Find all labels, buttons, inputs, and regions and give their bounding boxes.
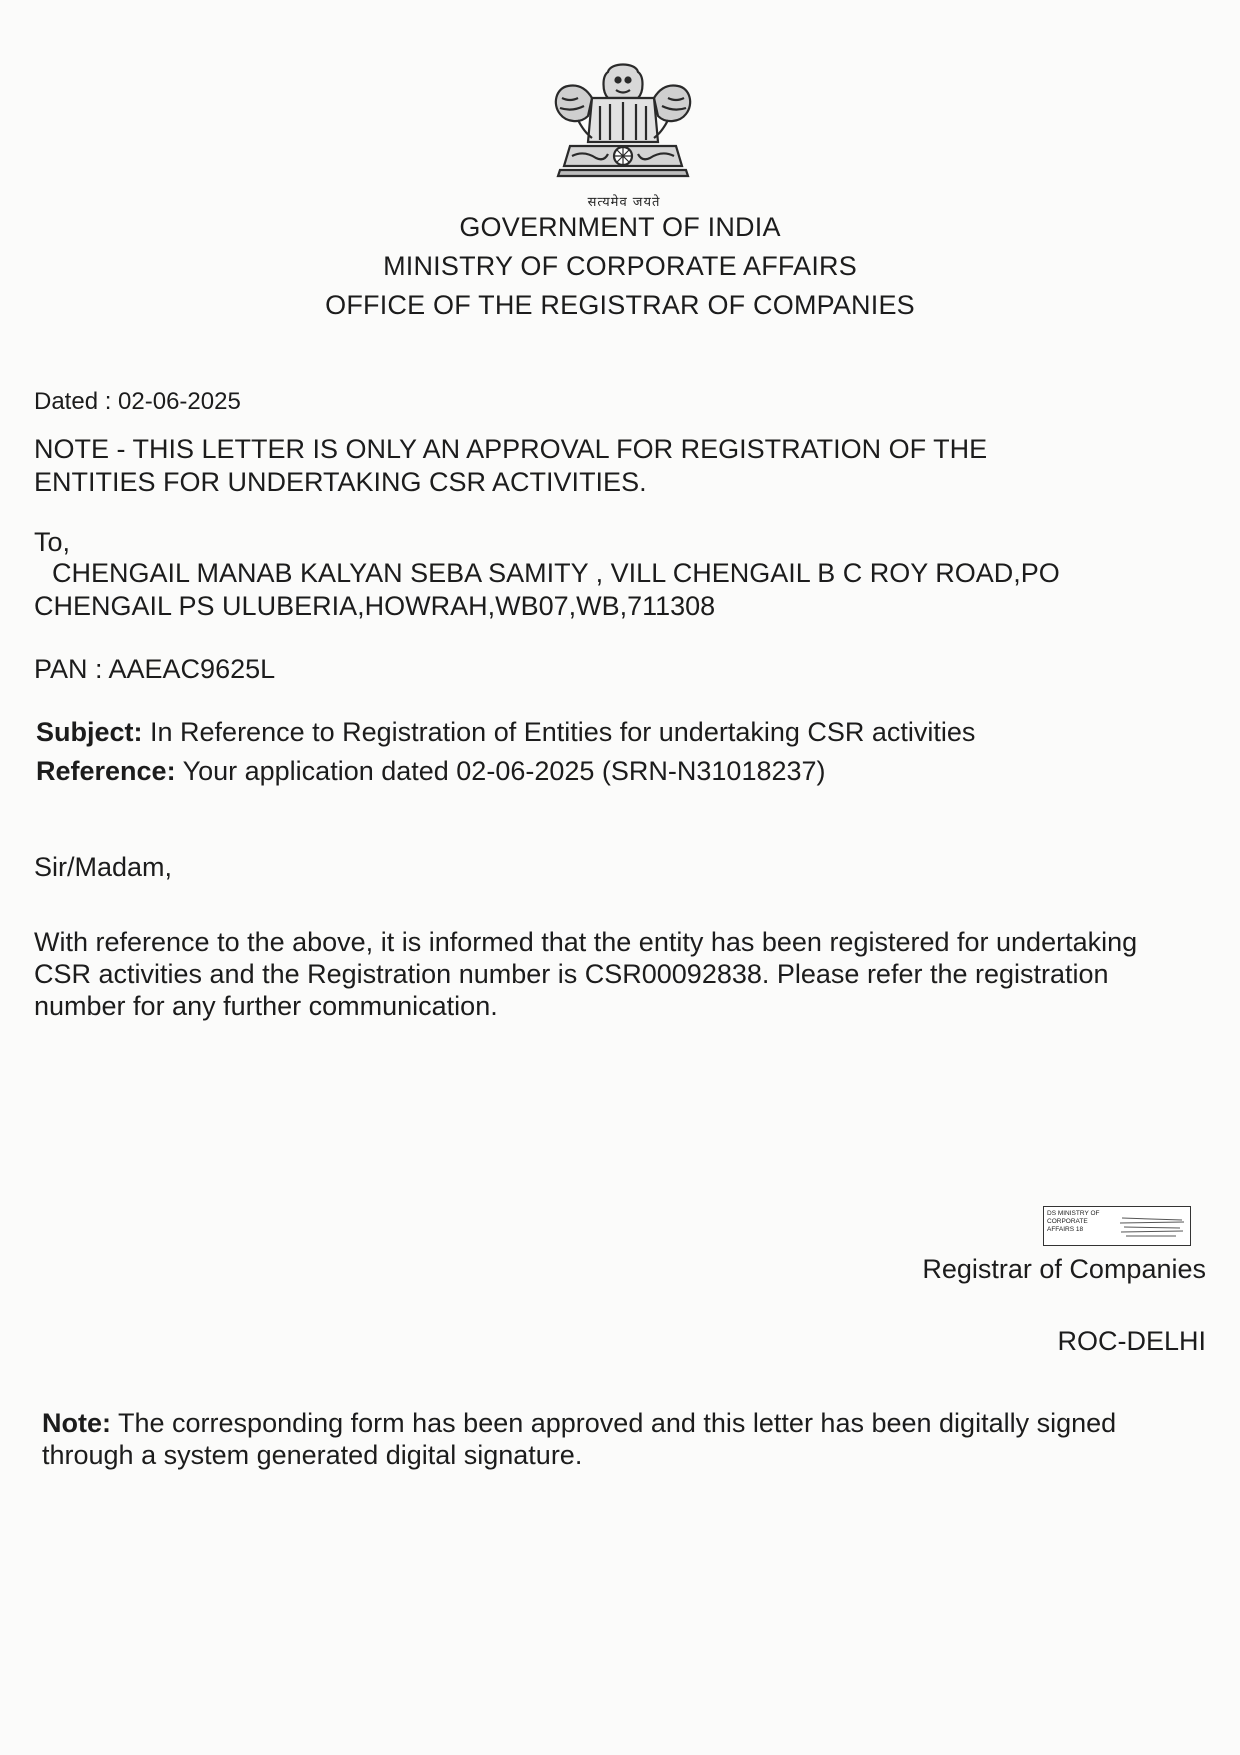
header-office: OFFICE OF THE REGISTRAR OF COMPANIES xyxy=(325,290,915,320)
body-line1: With reference to the above, it is informed that the entity has been registered for undertaking xyxy=(34,927,1138,957)
subject-label: Subject: xyxy=(36,717,143,747)
address-line1: CHENGAIL MANAB KALYAN SEBA SAMITY , VILL CHENGAIL B C ROY ROAD,PO xyxy=(52,558,1060,588)
signature-stamp-text: DS MINISTRY OF CORPORATE AFFAIRS 18 xyxy=(1047,1210,1100,1233)
reference-text: Your application dated 02-06-2025 (SRN-N31018237) xyxy=(175,756,826,786)
dated-line: Dated : 02-06-2025 xyxy=(34,388,241,415)
emblem-motto: सत्यमेव जयते xyxy=(587,195,661,210)
footer-note-line1 xyxy=(42,1408,1116,1439)
subject-text: In Reference to Registration of Entities for undertaking CSR activities xyxy=(142,717,976,747)
subject-line xyxy=(36,717,975,748)
footer-note-line2: through a system generated digital signature. xyxy=(42,1440,583,1470)
address-line2: CHENGAIL PS ULUBERIA,HOWRAH,WB07,WB,711308 xyxy=(34,591,716,621)
digital-signature-stamp xyxy=(1043,1206,1191,1246)
signature-scribble-icon xyxy=(1120,1215,1186,1239)
footer-note-text: The corresponding form has been approved and this letter has been digitally signed xyxy=(111,1408,1117,1438)
footer-note-label: Note: xyxy=(42,1408,111,1438)
pan-line: PAN : AAEAC9625L xyxy=(34,654,276,684)
header-ministry: MINISTRY OF CORPORATE AFFAIRS xyxy=(383,251,857,281)
reference-line xyxy=(36,756,826,787)
to-label: To, xyxy=(34,527,71,557)
signatory-office: ROC-DELHI xyxy=(1057,1326,1206,1356)
approval-note-line2: ENTITIES FOR UNDERTAKING CSR ACTIVITIES. xyxy=(34,467,647,497)
national-emblem-icon xyxy=(548,58,698,206)
header-government: GOVERNMENT OF INDIA xyxy=(459,212,781,242)
reference-label: Reference: xyxy=(36,756,176,786)
approval-note-line1: NOTE - THIS LETTER IS ONLY AN APPROVAL FOR REGISTRATION OF THE xyxy=(34,434,988,464)
body-line2: CSR activities and the Registration number is CSR00092838. Please refer the registration xyxy=(34,959,1109,989)
body-line3: number for any further communication. xyxy=(34,991,498,1021)
salutation: Sir/Madam, xyxy=(34,852,173,882)
signatory-title: Registrar of Companies xyxy=(922,1254,1206,1284)
